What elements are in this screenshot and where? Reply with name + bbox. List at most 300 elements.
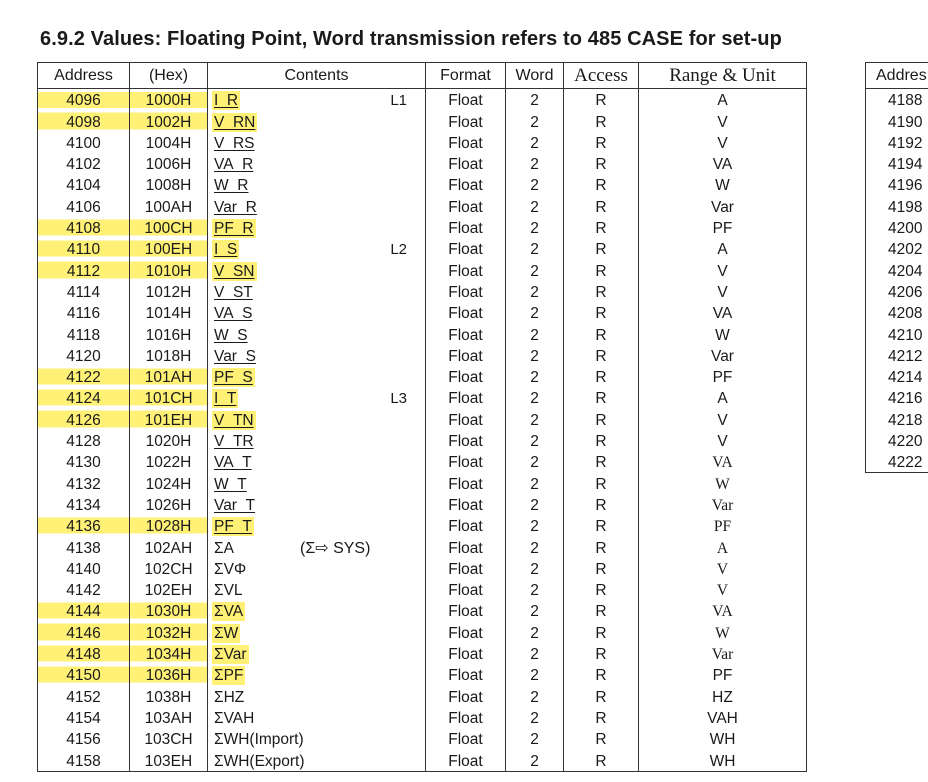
access-cell: R xyxy=(564,685,639,706)
hex-cell: 100AH xyxy=(130,195,208,216)
range-unit-cell: V xyxy=(639,558,807,579)
word-cell: 2 xyxy=(506,558,564,579)
range-unit-cell: VA xyxy=(639,451,807,472)
range-unit-cell: V xyxy=(639,281,807,302)
hex-cell: 1012H xyxy=(130,281,208,302)
address-cell: 4134 xyxy=(38,494,130,515)
word-cell: 2 xyxy=(506,728,564,749)
range-unit-cell: VAH xyxy=(639,707,807,728)
address-cell: 4120 xyxy=(38,345,130,366)
side-address-cell: 4196 xyxy=(866,174,928,195)
range-unit-cell: WH xyxy=(639,749,807,771)
table-row xyxy=(38,408,807,429)
format-cell: Float xyxy=(426,558,506,579)
contents-cell xyxy=(208,259,426,280)
contents-wrap xyxy=(212,347,425,366)
format-cell: Float xyxy=(426,451,506,472)
contents-text: VA_R xyxy=(214,156,254,174)
range-unit-cell: W xyxy=(639,323,807,344)
contents-cell xyxy=(208,387,426,408)
hex-cell: 1008H xyxy=(130,174,208,195)
table-row xyxy=(38,707,807,728)
format-cell: Float xyxy=(426,408,506,429)
side-table-row xyxy=(866,451,928,473)
word-cell: 2 xyxy=(506,685,564,706)
contents-wrap xyxy=(212,113,425,132)
format-cell: Float xyxy=(426,366,506,387)
word-cell: 2 xyxy=(506,408,564,429)
contents-wrap xyxy=(212,666,425,685)
sys-note: (Σ⇨ SYS) xyxy=(300,539,371,557)
contents-text: ΣPF xyxy=(214,667,244,685)
word-cell: 2 xyxy=(506,366,564,387)
contents-wrap xyxy=(212,539,425,558)
side-address-cell: 4200 xyxy=(866,217,928,238)
side-address-cell: 4210 xyxy=(866,323,928,344)
side-table-row xyxy=(866,238,928,259)
range-unit-cell: A xyxy=(639,238,807,259)
range-unit-cell: A xyxy=(639,387,807,408)
format-cell: Float xyxy=(426,728,506,749)
format-cell: Float xyxy=(426,132,506,153)
side-header-row xyxy=(866,63,928,89)
side-table-row xyxy=(866,366,928,387)
side-address-cell: 4206 xyxy=(866,281,928,302)
contents-wrap xyxy=(212,283,425,302)
hex-cell: 1038H xyxy=(130,685,208,706)
contents-text: I_S xyxy=(214,241,238,259)
side-address-cell: 4192 xyxy=(866,132,928,153)
table-row xyxy=(38,345,807,366)
contents-text: V_RS xyxy=(214,134,255,152)
range-unit-cell: PF xyxy=(639,515,807,536)
contents-cell xyxy=(208,494,426,515)
table-row xyxy=(38,259,807,280)
access-cell: R xyxy=(564,451,639,472)
contents-cell xyxy=(208,579,426,600)
address-cell: 4148 xyxy=(38,643,130,664)
side-address-cell: 4216 xyxy=(866,387,928,408)
access-cell: R xyxy=(564,238,639,259)
hex-cell: 1036H xyxy=(130,664,208,685)
access-cell: R xyxy=(564,579,639,600)
address-cell: 4104 xyxy=(38,174,130,195)
table-row xyxy=(38,89,807,111)
table-row xyxy=(38,664,807,685)
side-address-cell: 4208 xyxy=(866,302,928,323)
header-range-unit: Range & Unit xyxy=(639,63,807,89)
contents-cell xyxy=(208,749,426,771)
address-cell: 4128 xyxy=(38,430,130,451)
contents-wrap xyxy=(212,560,425,579)
side-address-cell: 4220 xyxy=(866,430,928,451)
range-unit-cell: A xyxy=(639,536,807,557)
side-register-table xyxy=(865,62,928,473)
format-cell: Float xyxy=(426,345,506,366)
hex-cell: 1004H xyxy=(130,132,208,153)
contents-text: W_R xyxy=(214,177,249,195)
table-row xyxy=(38,302,807,323)
word-cell: 2 xyxy=(506,259,564,280)
range-unit-cell: PF xyxy=(639,217,807,238)
access-cell: R xyxy=(564,430,639,451)
word-cell: 2 xyxy=(506,217,564,238)
word-cell: 2 xyxy=(506,345,564,366)
format-cell: Float xyxy=(426,89,506,111)
hex-cell: 1014H xyxy=(130,302,208,323)
range-unit-cell: V xyxy=(639,579,807,600)
contents-wrap xyxy=(212,304,425,323)
address-cell: 4122 xyxy=(38,366,130,387)
word-cell: 2 xyxy=(506,387,564,408)
table-row xyxy=(38,558,807,579)
side-address-cell: 4218 xyxy=(866,408,928,429)
contents-wrap xyxy=(212,198,425,217)
contents-text: I_T xyxy=(214,390,237,408)
contents-cell xyxy=(208,408,426,429)
hex-cell: 100EH xyxy=(130,238,208,259)
word-cell: 2 xyxy=(506,110,564,131)
header-hex: (Hex) xyxy=(130,63,208,89)
contents-text: PF_R xyxy=(214,220,254,238)
hex-cell: 1010H xyxy=(130,259,208,280)
contents-cell xyxy=(208,600,426,621)
word-cell: 2 xyxy=(506,579,564,600)
range-unit-cell: W xyxy=(639,621,807,642)
format-cell: Float xyxy=(426,110,506,131)
contents-cell xyxy=(208,685,426,706)
side-table-row xyxy=(866,132,928,153)
format-cell: Float xyxy=(426,238,506,259)
hex-cell: 102EH xyxy=(130,579,208,600)
contents-cell xyxy=(208,366,426,387)
word-cell: 2 xyxy=(506,621,564,642)
contents-cell xyxy=(208,621,426,642)
range-unit-cell: V xyxy=(639,259,807,280)
address-cell: 4152 xyxy=(38,685,130,706)
range-unit-cell: WH xyxy=(639,728,807,749)
access-cell: R xyxy=(564,749,639,771)
contents-text: Var_S xyxy=(214,347,256,365)
contents-cell xyxy=(208,89,426,111)
format-cell: Float xyxy=(426,387,506,408)
table-row xyxy=(38,153,807,174)
hex-cell: 1022H xyxy=(130,451,208,472)
table-body xyxy=(38,89,807,772)
table-row xyxy=(38,366,807,387)
contents-cell xyxy=(208,323,426,344)
address-cell: 4118 xyxy=(38,323,130,344)
range-unit-cell: A xyxy=(639,89,807,111)
contents-text: ΣWH(Export) xyxy=(214,752,305,770)
format-cell: Float xyxy=(426,621,506,642)
access-cell: R xyxy=(564,707,639,728)
side-address-cell: 4212 xyxy=(866,345,928,366)
side-table-row xyxy=(866,430,928,451)
word-cell: 2 xyxy=(506,664,564,685)
word-cell: 2 xyxy=(506,238,564,259)
address-cell: 4102 xyxy=(38,153,130,174)
access-cell: R xyxy=(564,536,639,557)
contents-cell xyxy=(208,195,426,216)
header-contents: Contents xyxy=(208,63,426,89)
range-unit-cell: VA xyxy=(639,153,807,174)
address-cell: 4132 xyxy=(38,472,130,493)
format-cell: Float xyxy=(426,217,506,238)
access-cell: R xyxy=(564,302,639,323)
address-cell: 4158 xyxy=(38,749,130,771)
side-address-cell: 4222 xyxy=(866,451,928,473)
side-table-row xyxy=(866,153,928,174)
access-cell: R xyxy=(564,643,639,664)
contents-cell xyxy=(208,110,426,131)
hex-cell: 100CH xyxy=(130,217,208,238)
hex-cell: 103EH xyxy=(130,749,208,771)
contents-text: V_TR xyxy=(214,433,254,451)
phase-tag: L3 xyxy=(390,390,407,408)
format-cell: Float xyxy=(426,515,506,536)
table-row xyxy=(38,174,807,195)
contents-wrap xyxy=(212,581,425,600)
address-cell: 4150 xyxy=(38,664,130,685)
contents-wrap xyxy=(212,176,425,195)
side-table-row xyxy=(866,323,928,344)
contents-wrap xyxy=(212,240,425,259)
contents-cell xyxy=(208,451,426,472)
side-address-cell: 4204 xyxy=(866,259,928,280)
contents-wrap xyxy=(212,475,425,494)
side-table-row xyxy=(866,110,928,131)
address-cell: 4096 xyxy=(38,89,130,111)
contents-cell xyxy=(208,217,426,238)
contents-cell xyxy=(208,536,426,557)
word-cell: 2 xyxy=(506,451,564,472)
access-cell: R xyxy=(564,515,639,536)
address-cell: 4126 xyxy=(38,408,130,429)
contents-text: ΣVAH xyxy=(214,709,255,727)
range-unit-cell: Var xyxy=(639,345,807,366)
phase-tag: L2 xyxy=(390,241,407,259)
address-cell: 4112 xyxy=(38,259,130,280)
hex-cell: 1018H xyxy=(130,345,208,366)
range-unit-cell: V xyxy=(639,132,807,153)
contents-text: W_T xyxy=(214,475,247,493)
address-cell: 4142 xyxy=(38,579,130,600)
contents-cell xyxy=(208,558,426,579)
hex-cell: 1006H xyxy=(130,153,208,174)
address-cell: 4154 xyxy=(38,707,130,728)
contents-wrap xyxy=(212,262,425,281)
contents-text: PF_S xyxy=(214,369,253,387)
contents-text: VA_T xyxy=(214,454,252,472)
access-cell: R xyxy=(564,472,639,493)
contents-wrap xyxy=(212,602,425,621)
format-cell: Float xyxy=(426,536,506,557)
format-cell: Float xyxy=(426,302,506,323)
address-cell: 4140 xyxy=(38,558,130,579)
contents-text: Var_T xyxy=(214,496,256,514)
contents-wrap xyxy=(212,326,425,345)
contents-wrap xyxy=(212,432,425,451)
word-cell: 2 xyxy=(506,515,564,536)
access-cell: R xyxy=(564,345,639,366)
access-cell: R xyxy=(564,132,639,153)
address-cell: 4110 xyxy=(38,238,130,259)
hex-cell: 1034H xyxy=(130,643,208,664)
hex-cell: 102AH xyxy=(130,536,208,557)
word-cell: 2 xyxy=(506,195,564,216)
table-row xyxy=(38,749,807,771)
range-unit-cell: Var xyxy=(639,643,807,664)
table-row xyxy=(38,643,807,664)
contents-wrap xyxy=(212,219,425,238)
table-header-row xyxy=(38,63,807,89)
side-table-row xyxy=(866,345,928,366)
contents-wrap xyxy=(212,389,425,408)
table-row xyxy=(38,281,807,302)
contents-wrap xyxy=(212,134,425,153)
contents-text: ΣVar xyxy=(214,646,247,664)
hex-cell: 101AH xyxy=(130,366,208,387)
contents-text: ΣWH(Import) xyxy=(214,731,304,749)
address-cell: 4138 xyxy=(38,536,130,557)
format-cell: Float xyxy=(426,195,506,216)
table-row xyxy=(38,579,807,600)
hex-cell: 1000H xyxy=(130,89,208,111)
contents-wrap xyxy=(212,496,425,515)
hex-cell: 1032H xyxy=(130,621,208,642)
word-cell: 2 xyxy=(506,494,564,515)
address-cell: 4106 xyxy=(38,195,130,216)
word-cell: 2 xyxy=(506,430,564,451)
word-cell: 2 xyxy=(506,89,564,111)
format-cell: Float xyxy=(426,174,506,195)
hex-cell: 1026H xyxy=(130,494,208,515)
contents-text: V_ST xyxy=(214,283,253,301)
contents-wrap xyxy=(212,645,425,664)
range-unit-cell: HZ xyxy=(639,685,807,706)
contents-text: VA_S xyxy=(214,305,253,323)
contents-cell xyxy=(208,238,426,259)
side-table-row xyxy=(866,195,928,216)
contents-cell xyxy=(208,174,426,195)
word-cell: 2 xyxy=(506,281,564,302)
address-cell: 4130 xyxy=(38,451,130,472)
format-cell: Float xyxy=(426,323,506,344)
access-cell: R xyxy=(564,664,639,685)
hex-cell: 1030H xyxy=(130,600,208,621)
table-row xyxy=(38,621,807,642)
contents-text: ΣVL xyxy=(214,582,243,600)
format-cell: Float xyxy=(426,259,506,280)
address-cell: 4108 xyxy=(38,217,130,238)
contents-cell xyxy=(208,728,426,749)
section-title: 6.9.2 Values: Floating Point, Word transmission refers to 485 CASE for set-up xyxy=(40,28,782,50)
format-cell: Float xyxy=(426,643,506,664)
access-cell: R xyxy=(564,153,639,174)
range-unit-cell: V xyxy=(639,408,807,429)
address-cell: 4124 xyxy=(38,387,130,408)
side-table-row xyxy=(866,259,928,280)
word-cell: 2 xyxy=(506,472,564,493)
header-word: Word xyxy=(506,63,564,89)
contents-cell xyxy=(208,472,426,493)
access-cell: R xyxy=(564,110,639,131)
access-cell: R xyxy=(564,259,639,280)
hex-cell: 101EH xyxy=(130,408,208,429)
word-cell: 2 xyxy=(506,707,564,728)
side-address-cell: 4202 xyxy=(866,238,928,259)
access-cell: R xyxy=(564,89,639,111)
table-row xyxy=(38,217,807,238)
table-row xyxy=(38,323,807,344)
contents-cell xyxy=(208,153,426,174)
header-access: Access xyxy=(564,63,639,89)
table-row xyxy=(38,430,807,451)
contents-text: V_SN xyxy=(214,262,255,280)
contents-text: ΣVA xyxy=(214,603,244,621)
side-table-row xyxy=(866,89,928,111)
contents-wrap xyxy=(212,91,425,110)
side-table-body xyxy=(866,89,928,473)
side-address-cell: 4188 xyxy=(866,89,928,111)
contents-wrap xyxy=(212,688,425,707)
hex-cell: 1016H xyxy=(130,323,208,344)
phase-tag: L1 xyxy=(390,92,407,110)
side-table-row xyxy=(866,174,928,195)
header-format: Format xyxy=(426,63,506,89)
hex-cell: 1028H xyxy=(130,515,208,536)
contents-wrap xyxy=(212,155,425,174)
contents-text: V_RN xyxy=(214,113,256,131)
side-table-row xyxy=(866,302,928,323)
side-table-row xyxy=(866,217,928,238)
word-cell: 2 xyxy=(506,132,564,153)
format-cell: Float xyxy=(426,153,506,174)
word-cell: 2 xyxy=(506,643,564,664)
side-address-cell: 4190 xyxy=(866,110,928,131)
side-table-row xyxy=(866,281,928,302)
contents-wrap xyxy=(212,624,425,643)
table-row xyxy=(38,494,807,515)
address-cell: 4156 xyxy=(38,728,130,749)
contents-cell xyxy=(208,345,426,366)
contents-text: Var_R xyxy=(214,198,257,216)
access-cell: R xyxy=(564,558,639,579)
contents-text: W_S xyxy=(214,326,248,344)
contents-cell xyxy=(208,707,426,728)
contents-text: PF_T xyxy=(214,518,252,536)
access-cell: R xyxy=(564,600,639,621)
word-cell: 2 xyxy=(506,174,564,195)
contents-wrap xyxy=(212,453,425,472)
access-cell: R xyxy=(564,174,639,195)
side-address-cell: 4194 xyxy=(866,153,928,174)
table-row xyxy=(38,515,807,536)
hex-cell: 1002H xyxy=(130,110,208,131)
table-row xyxy=(38,472,807,493)
word-cell: 2 xyxy=(506,323,564,344)
range-unit-cell: W xyxy=(639,174,807,195)
address-cell: 4116 xyxy=(38,302,130,323)
format-cell: Float xyxy=(426,600,506,621)
table-row xyxy=(38,685,807,706)
range-unit-cell: Var xyxy=(639,195,807,216)
range-unit-cell: W xyxy=(639,472,807,493)
format-cell: Float xyxy=(426,430,506,451)
contents-cell xyxy=(208,515,426,536)
access-cell: R xyxy=(564,217,639,238)
